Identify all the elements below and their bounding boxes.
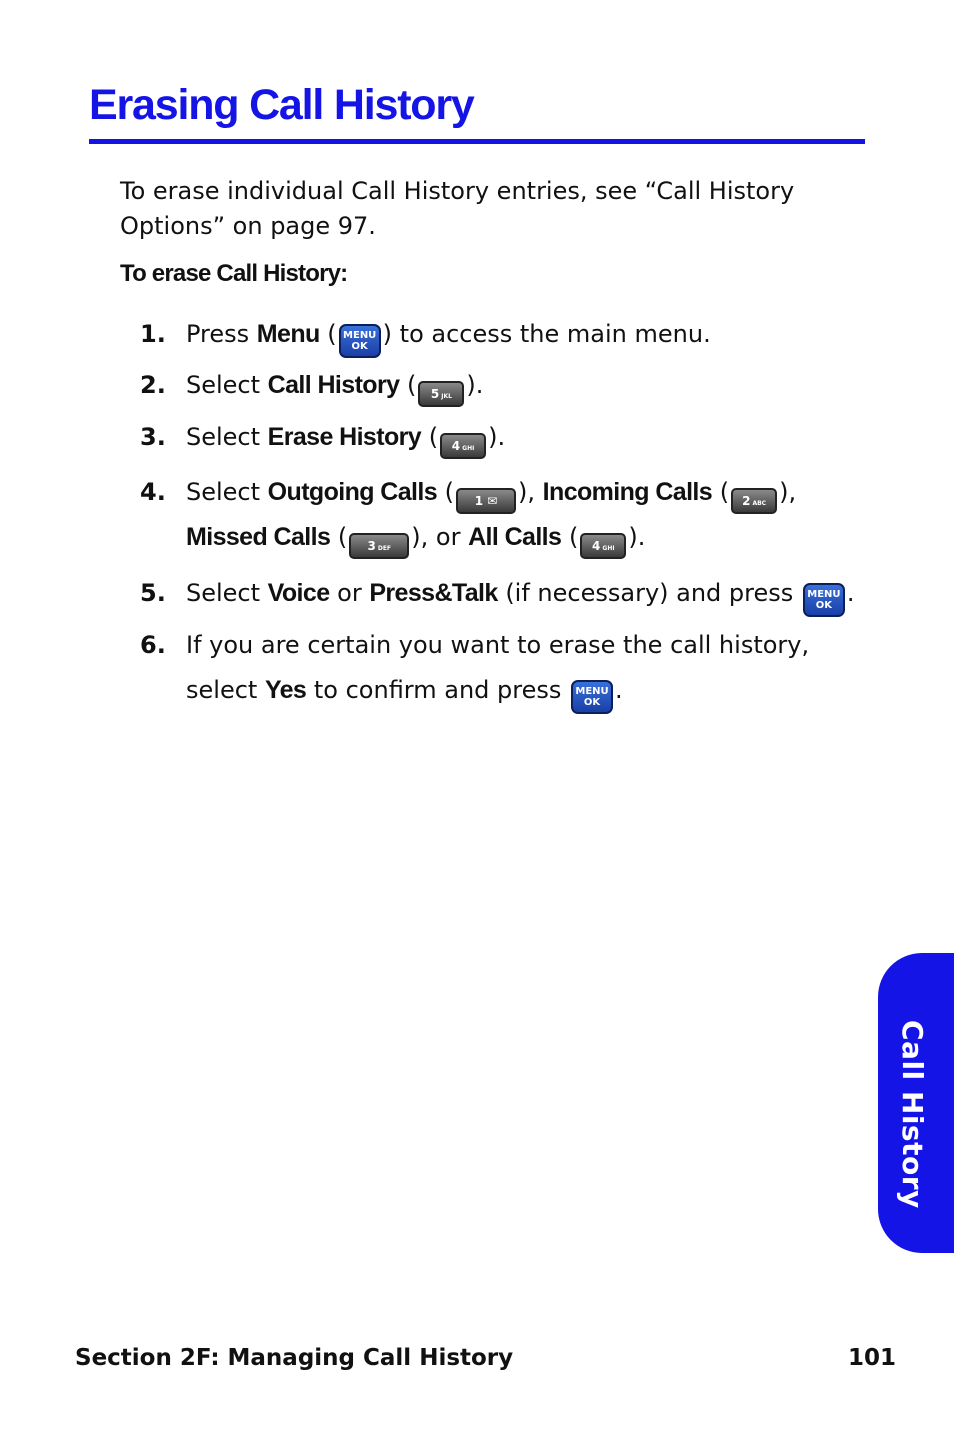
step-text-line-1: Select Outgoing Calls ( 1 ✉ ), Incoming Calls ( 2 ABC ), bbox=[186, 470, 796, 515]
step-6 bbox=[140, 623, 840, 713]
key-4-icon: 4 GHI bbox=[440, 433, 486, 459]
procedure-heading: To erase Call History: bbox=[120, 260, 348, 287]
page-title: Erasing Call History bbox=[89, 81, 474, 129]
step-number: 4. bbox=[140, 478, 166, 506]
step-text: Select Voice or Press&Talk (if necessary) and press MENU OK . bbox=[186, 571, 855, 617]
footer-section-title: Section 2F: Managing Call History bbox=[75, 1345, 514, 1371]
step-number: 2. bbox=[140, 371, 166, 399]
step-number: 3. bbox=[140, 423, 166, 451]
step-number: 6. bbox=[140, 631, 166, 659]
key-4-icon: 4 GHI bbox=[580, 533, 626, 559]
step-4 bbox=[140, 470, 840, 560]
key-2-icon: 2 ABC bbox=[731, 488, 777, 514]
menu-ok-key-icon: MENU OK bbox=[571, 680, 613, 714]
step-text: Select Erase History ( 4 GHI ). bbox=[186, 415, 505, 460]
key-3-icon: 3 DEF bbox=[349, 533, 409, 559]
key-1-icon: 1 ✉ bbox=[456, 488, 516, 514]
title-underline bbox=[89, 139, 865, 144]
step-text-line-2: select Yes to confirm and press MENU OK . bbox=[186, 668, 623, 714]
section-tab-label: Call History bbox=[896, 1020, 929, 1209]
step-text: Select Call History ( 5 JKL ). bbox=[186, 363, 483, 408]
menu-ok-key-icon: MENU OK bbox=[339, 324, 381, 358]
page-number: 101 bbox=[848, 1345, 897, 1371]
key-5-icon: 5 JKL bbox=[418, 381, 464, 407]
step-number: 1. bbox=[140, 320, 166, 348]
menu-ok-key-icon: MENU OK bbox=[803, 583, 845, 617]
step-text-line-1: If you are certain you want to erase the call history, bbox=[186, 631, 810, 659]
step-number: 5. bbox=[140, 579, 166, 607]
step-text: Press Menu ( MENU OK ) to access the main menu. bbox=[186, 312, 711, 358]
step-text-line-2: Missed Calls ( 3 DEF ), or All Calls ( 4 GHI ). bbox=[186, 515, 645, 560]
intro-paragraph: To erase individual Call History entries, see “Call History Options” on page 97. bbox=[120, 177, 795, 240]
